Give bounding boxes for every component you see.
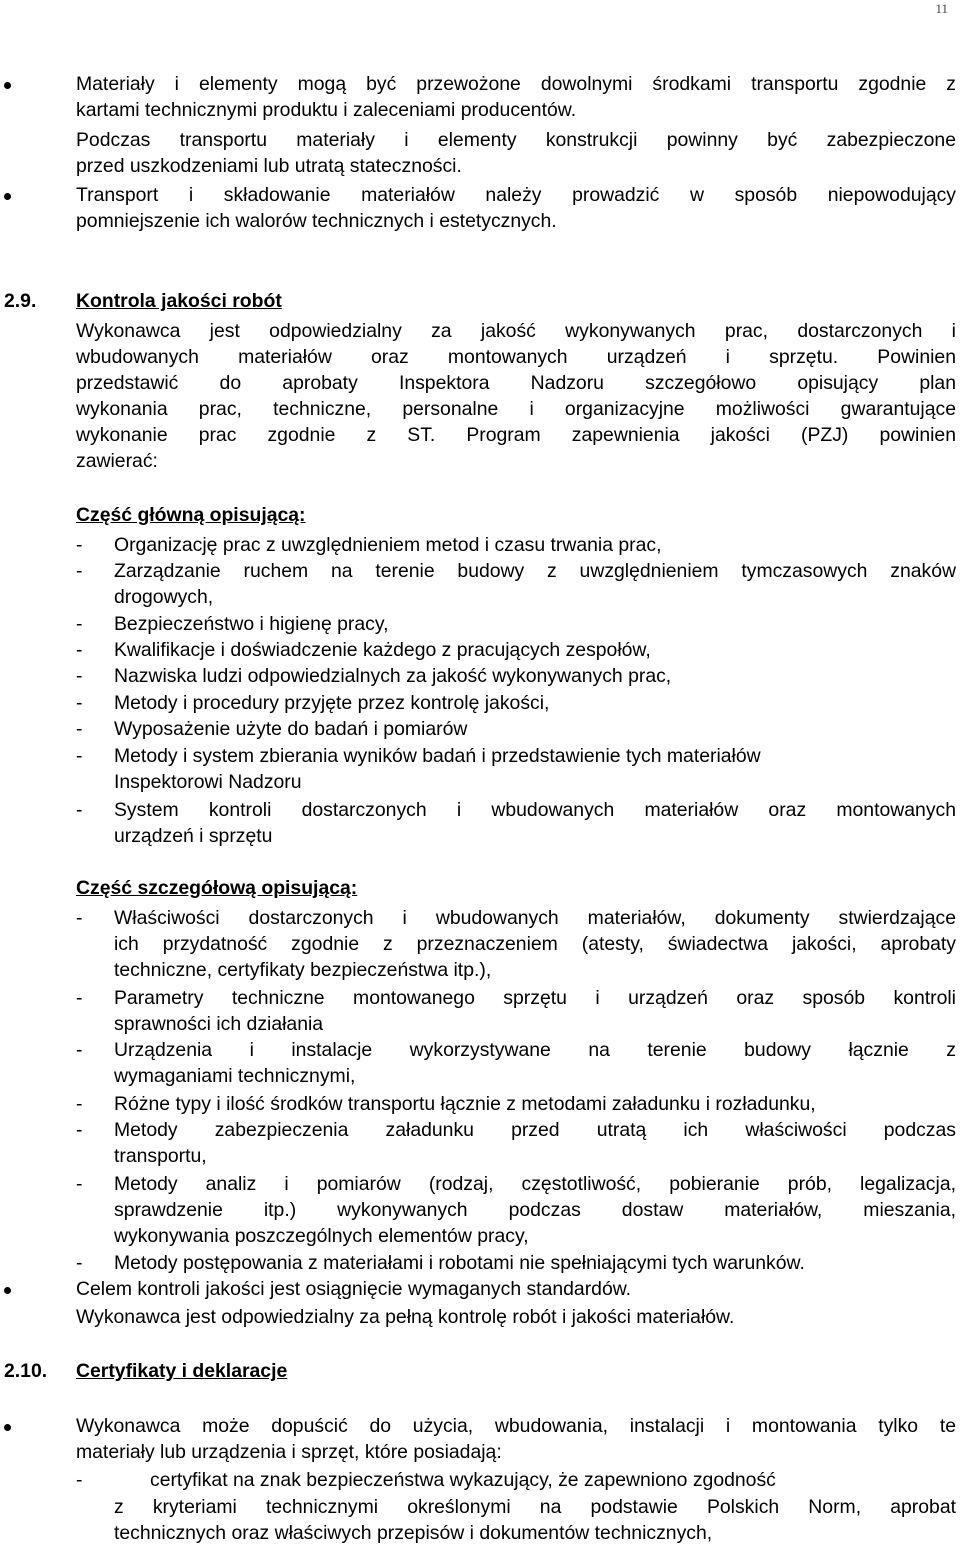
paragraph-line: Materiały i elementy mogą być przewożone dowolnymi środkami transportu zgodnie z <box>76 73 956 95</box>
dash-marker: - <box>76 718 83 740</box>
dash-marker: - <box>76 1119 83 1141</box>
section-title: Kontrola jakości robót <box>76 290 282 312</box>
paragraph-line: przedstawić do aprobaty Inspektora Nadzoru szczegółowo opisujący plan <box>76 372 956 394</box>
paragraph-line: przed uszkodzeniami lub utratą stateczności. <box>76 155 462 177</box>
list-item-line: ich przydatność zgodnie z przeznaczeniem (atesty, świadectwa jakości, aprobaty <box>114 933 956 955</box>
subheading-general: Część główną opisującą: <box>76 504 306 526</box>
section-title: Certyfikaty i deklaracje <box>76 1360 288 1382</box>
list-item-line: techniczne, certyfikaty bezpieczeństwa itp.), <box>114 959 492 981</box>
paragraph-line: wykonania prac, techniczne, personalne i organizacyjne możliwości gwarantujące <box>76 398 956 420</box>
paragraph-line: Wykonawca jest odpowiedzialny za pełną kontrolę robót i jakości materiałów. <box>76 1306 735 1328</box>
paragraph-line: wbudowanych materiałów oraz montowanych urządzeń i sprzętu. Powinien <box>76 346 956 368</box>
dash-marker: - <box>76 692 83 714</box>
bullet-icon <box>4 1287 11 1294</box>
bullet-icon <box>4 193 11 200</box>
dash-marker: - <box>76 613 83 635</box>
bullet-icon <box>4 1424 11 1431</box>
list-item-line: Wyposażenie użyte do badań i pomiarów <box>114 718 468 740</box>
dash-marker: - <box>76 639 83 661</box>
section-title-row <box>76 288 956 314</box>
list-item-line: transportu, <box>114 1145 207 1167</box>
page-number: 11 <box>935 1 948 16</box>
dash-marker: - <box>76 987 83 1009</box>
section-number: 2.9. <box>4 290 37 312</box>
list-item-line: wykonywania poszczególnych elementów pracy, <box>114 1225 529 1247</box>
dash-marker: - <box>76 1039 83 1061</box>
list-item-line: Kwalifikacje i doświadczenie każdego z pracujących zespołów, <box>114 639 651 661</box>
list-item-line: certyfikat na znak bezpieczeństwa wykazujący, że zapewniono zgodność <box>150 1469 776 1491</box>
paragraph-line: pomniejszenie ich walorów technicznych i estetycznych. <box>76 210 557 232</box>
list-item-line: sprawdzenie itp.) wykonywanych podczas dostaw materiałów, mieszania, <box>114 1199 956 1221</box>
dash-marker: - <box>76 1252 83 1274</box>
dash-marker: - <box>76 745 83 767</box>
list-item-line: Metody i system zbierania wyników badań i przedstawienie tych materiałów <box>114 745 761 767</box>
list-item-line: drogowych, <box>114 586 214 608</box>
paragraph-line: Celem kontroli jakości jest osiągnięcie wymaganych standardów. <box>76 1278 632 1300</box>
section-title-row <box>76 1358 956 1384</box>
list-item-line: Parametry techniczne montowanego sprzętu i urządzeń oraz sposób kontroli <box>114 987 956 1009</box>
dash-marker: - <box>76 1469 83 1491</box>
list-item-line: Metody zabezpieczenia załadunku przed utratą ich właściwości podczas <box>114 1119 956 1141</box>
list-item-line: wymaganiami technicznymi, <box>114 1065 356 1087</box>
list-item-line: Różne typy i ilość środków transportu łącznie z metodami załadunku i rozładunku, <box>114 1093 816 1115</box>
list-item-line: Inspektorowi Nadzoru <box>114 771 302 793</box>
dash-marker: - <box>76 907 83 929</box>
list-item-line: sprawności ich działania <box>114 1013 324 1035</box>
paragraph-line: materiały lub urządzenia i sprzęt, które posiadają: <box>76 1441 502 1463</box>
list-item-line: Metody postępowania z materiałami i robotami nie spełniającymi tych warunków. <box>114 1252 805 1274</box>
list-item-line: Zarządzanie ruchem na terenie budowy z uwzględnieniem tymczasowych znaków <box>114 560 956 582</box>
bullet-icon <box>4 82 11 89</box>
dash-marker: - <box>76 1173 83 1195</box>
paragraph-line: wykonanie prac zgodnie z ST. Program zapewnienia jakości (PZJ) powinien <box>76 424 956 446</box>
paragraph-line: Wykonawca jest odpowiedzialny za jakość wykonywanych prac, dostarczonych i <box>76 320 956 342</box>
list-item-line: Właściwości dostarczonych i wbudowanych materiałów, dokumenty stwierdzające <box>114 907 956 929</box>
dash-marker: - <box>76 534 83 556</box>
paragraph-line: Wykonawca może dopuścić do użycia, wbudowania, instalacji i montowania tylko te <box>76 1415 956 1437</box>
subheading-detail: Część szczegółową opisującą: <box>76 877 358 899</box>
paragraph-line: Transport i składowanie materiałów należy prowadzić w sposób niepowodujący <box>76 184 956 206</box>
list-item-line: Metody i procedury przyjęte przez kontrolę jakości, <box>114 692 550 714</box>
list-item-line: technicznych oraz właściwych przepisów i dokumentów technicznych, <box>114 1522 713 1544</box>
list-item-line: z kryteriami technicznymi określonymi na podstawie Polskich Norm, aprobat <box>114 1496 956 1518</box>
dash-marker: - <box>76 799 83 821</box>
paragraph-line: zawierać: <box>76 450 158 472</box>
dash-marker: - <box>76 560 83 582</box>
subheading-row <box>76 875 956 901</box>
paragraph-line: kartami technicznymi produktu i zaleceniami producentów. <box>76 99 577 121</box>
list-item-line: Bezpieczeństwo i higienę pracy, <box>114 613 389 635</box>
list-item-line: Metody analiz i pomiarów (rodzaj, częstotliwość, pobieranie prób, legalizacja, <box>114 1173 956 1195</box>
subheading-row <box>76 502 956 528</box>
section-number: 2.10. <box>4 1360 48 1382</box>
list-item-line: Nazwiska ludzi odpowiedzialnych za jakość wykonywanych prac, <box>114 665 672 687</box>
list-item-line: urządzeń i sprzętu <box>114 825 273 847</box>
list-item-line: Urządzenia i instalacje wykorzystywane na terenie budowy łącznie z <box>114 1039 956 1061</box>
dash-marker: - <box>76 1093 83 1115</box>
paragraph-line: Podczas transportu materiały i elementy konstrukcji powinny być zabezpieczone <box>76 129 956 151</box>
list-item-line: Organizację prac z uwzględnieniem metod i czasu trwania prac, <box>114 534 662 556</box>
list-item-line: System kontroli dostarczonych i wbudowanych materiałów oraz montowanych <box>114 799 956 821</box>
dash-marker: - <box>76 665 83 687</box>
